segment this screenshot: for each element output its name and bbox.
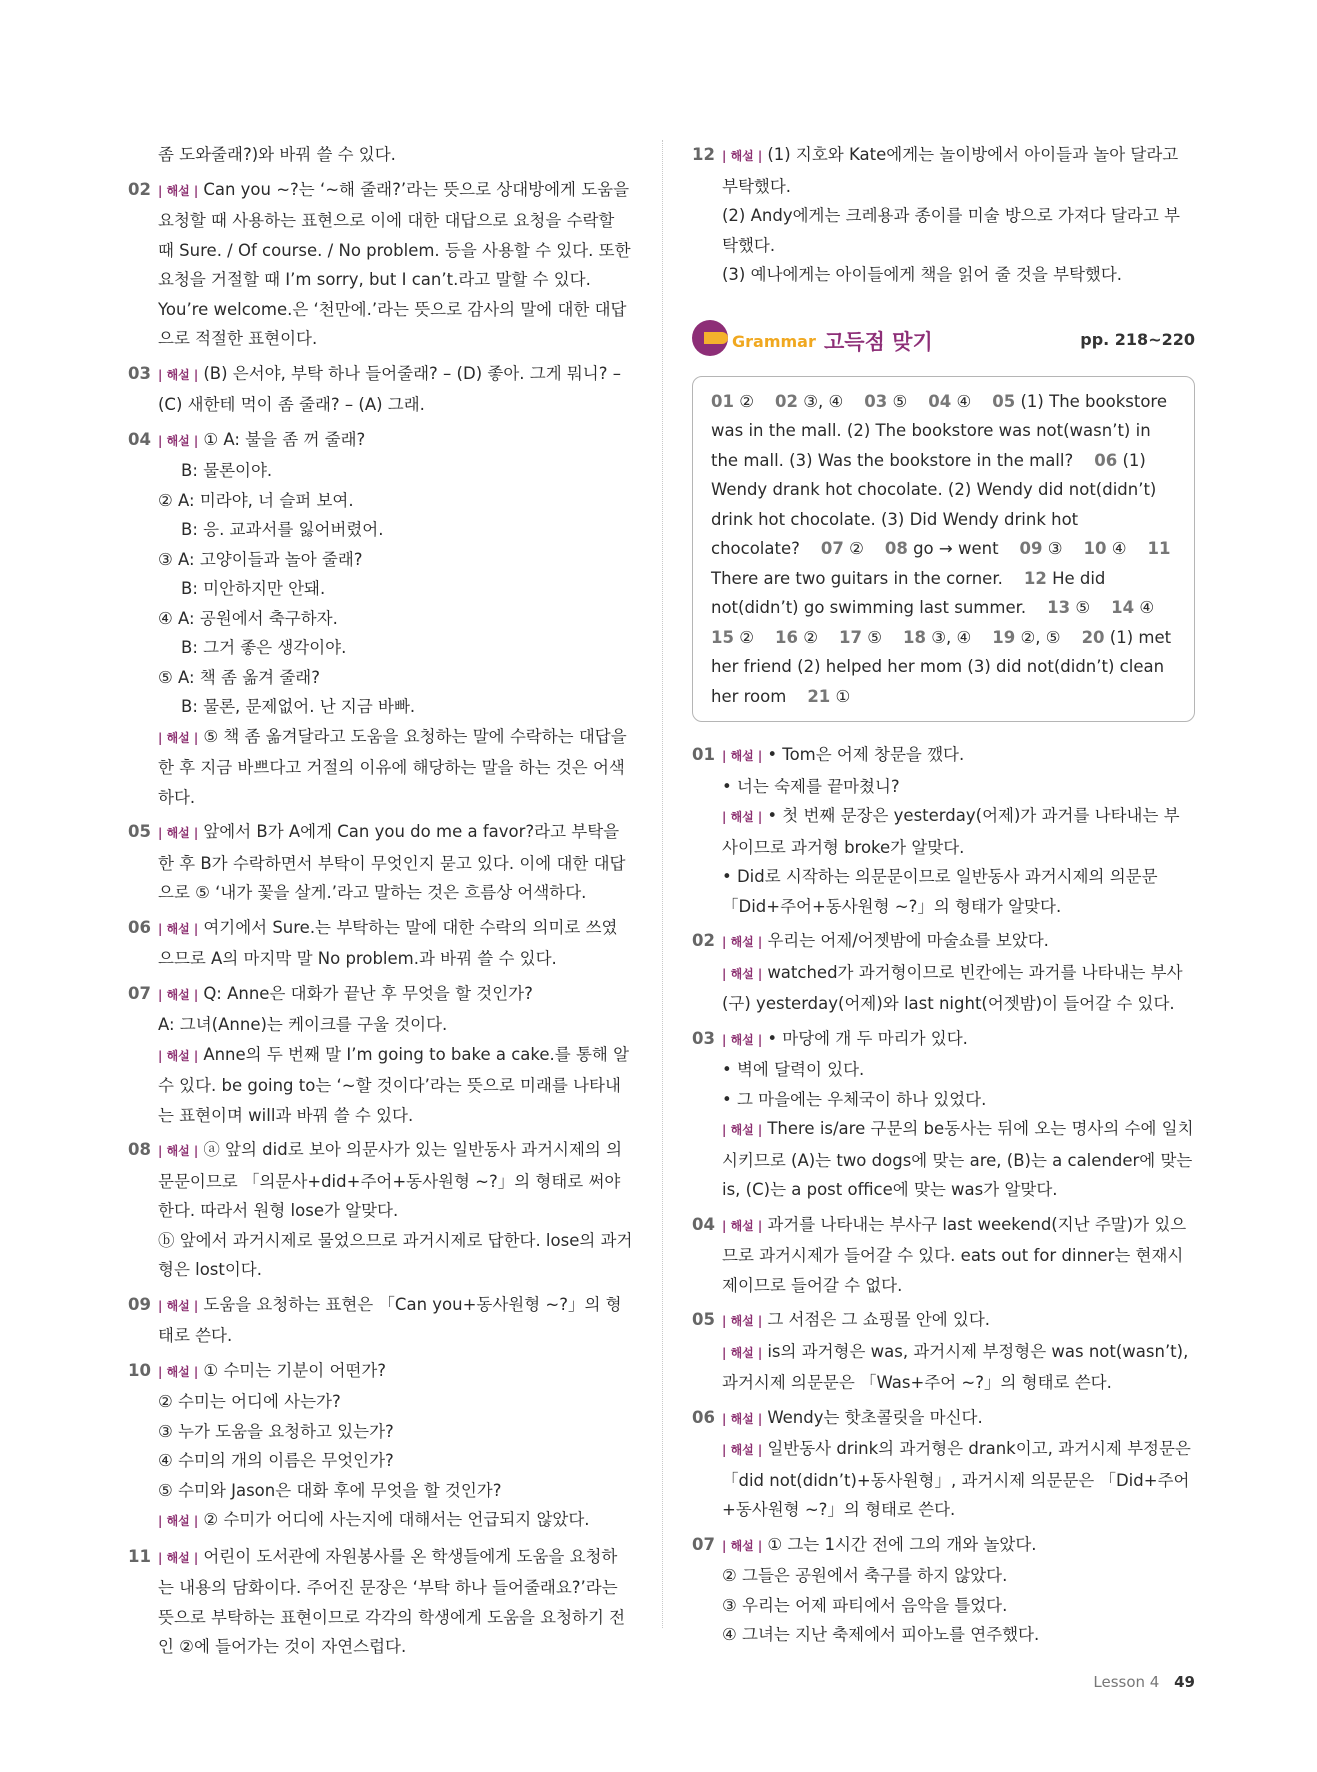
explanation-line	[158, 604, 633, 634]
answer-number: 18	[903, 627, 926, 647]
line-text: • 너는 숙제를 끝마쳤니?	[722, 776, 900, 796]
explanation-line	[158, 1387, 633, 1417]
explanation-line	[722, 201, 1195, 260]
item-number: 08	[128, 1140, 151, 1159]
line-text: ③ 우리는 어제 파티에서 음악을 틀었다.	[722, 1595, 1008, 1615]
answer-number: 14	[1111, 598, 1135, 617]
item-number: 04	[692, 1214, 715, 1234]
explanation-item	[128, 175, 633, 354]
explanation-tag: | 해설 |	[722, 1346, 762, 1360]
explanation-tag: | 해설 |	[158, 1365, 198, 1379]
answer-value: ③, ④	[931, 627, 972, 647]
explanation-tag: | 해설 |	[158, 434, 198, 448]
explanation-item	[692, 1305, 1195, 1398]
explanation-tag: | 해설 |	[722, 1539, 762, 1553]
explanation-tag: | 해설 |	[158, 1299, 198, 1313]
explanation-line	[158, 663, 633, 693]
item-body	[158, 425, 633, 813]
explanation-line	[158, 633, 633, 663]
page-number: 49	[1174, 1673, 1195, 1691]
answer-entry	[1111, 598, 1154, 617]
line-text: 우리는 어제/어젯밤에 마술쇼를 보았다.	[767, 931, 1049, 950]
explanation-line	[158, 515, 633, 545]
answer-number: 11	[1147, 539, 1171, 558]
explanation-line	[722, 1620, 1195, 1650]
explanation-line	[722, 1561, 1195, 1591]
answer-number: 20	[1081, 627, 1105, 647]
answer-value: There are two guitars in the corner.	[711, 568, 1003, 588]
answer-entry	[903, 628, 971, 647]
item-body	[722, 1530, 1195, 1650]
answer-entry	[1047, 598, 1090, 617]
line-text: (1) 지호와 Kate에게는 놀이방에서 아이들과 놀아 달라고 부탁했다.	[722, 145, 1179, 196]
line-text: B: 그거 좋은 생각이야.	[181, 638, 347, 657]
explanation-tag: | 해설 |	[722, 1219, 762, 1233]
answer-number: 19	[992, 627, 1016, 647]
line-text: • 그 마을에는 우체국이 하나 있었다.	[722, 1089, 987, 1109]
item-number: 02	[692, 931, 715, 950]
explanation-tag: | 해설 |	[158, 826, 198, 840]
explanation-tag: | 해설 |	[722, 1412, 762, 1426]
explanation-line	[722, 1337, 1195, 1398]
explanation-line	[158, 692, 633, 722]
answer-value: ④	[1139, 598, 1155, 617]
explanation-line	[722, 740, 1195, 772]
right-items	[692, 740, 1195, 1650]
line-text: Q: Anne은 대화가 끝난 후 무엇을 할 것인가?	[203, 983, 533, 1003]
explanation-tag: | 해설 |	[158, 1049, 198, 1063]
explanation-tag: | 해설 |	[722, 749, 762, 763]
item-body	[722, 1403, 1195, 1525]
answer-value: go → went	[913, 539, 999, 558]
answer-number: 06	[1094, 450, 1118, 470]
answer-value: ②, ⑤	[1020, 627, 1061, 647]
answer-value: ②	[739, 627, 755, 647]
answer-entry	[711, 628, 754, 647]
item-body	[158, 359, 633, 420]
answer-value: (1) The bookstore was in the mall. (2) The bookstore was not(wasn’t) in the mall. (3) Was the bookstore in the mall?	[711, 391, 1168, 470]
explanation-item	[692, 1024, 1195, 1205]
explanation-tag: | 해설 |	[158, 922, 198, 936]
line-text: A: 그녀(Anne)는 케이크를 구울 것이다.	[158, 1015, 448, 1034]
line-text: • 첫 번째 문장은 yesterday(어제)가 과거를 나타내는 부사이므로 과거형 broke가 알맞다.	[722, 806, 1180, 857]
explanation-item	[692, 1210, 1195, 1301]
item-body	[722, 140, 1195, 290]
answer-entry	[1084, 539, 1127, 558]
item-number: 12	[692, 145, 715, 164]
explanation-tag: | 해설 |	[722, 935, 762, 949]
explanation-line	[722, 801, 1195, 862]
item-body	[158, 1356, 633, 1537]
answer-value: He did not(didn’t) go swimming last summer.	[711, 568, 1106, 617]
line-text: Anne의 두 번째 말 I’m going to bake a cake.를 통해 알 수 있다. be going to는 ‘~할 것이다’라는 뜻으로 미래를 나타내는 표현이며 will과 바꿔 쓸 수 있다.	[158, 1044, 630, 1125]
answer-entry	[885, 539, 999, 558]
answer-value: ⑤	[892, 391, 908, 411]
explanation-item	[128, 359, 633, 420]
line-text: ⓑ 앞에서 과거시제로 물었으므로 과거시제로 답한다. lose의 과거형은 lost이다.	[158, 1230, 633, 1279]
item-number: 06	[128, 917, 151, 937]
line-text: ④ A: 공원에서 축구하자.	[158, 608, 338, 628]
answer-value: ⑤	[1075, 598, 1091, 617]
item-body	[722, 1024, 1195, 1205]
answer-value: ③, ④	[803, 391, 844, 411]
explanation-tag: | 해설 |	[158, 1144, 198, 1158]
line-text: (2) Andy에게는 크레용과 종이를 미술 방으로 가져다 달라고 부탁했다.	[722, 206, 1180, 255]
explanation-line	[158, 545, 633, 575]
explanation-line	[158, 1356, 633, 1388]
line-text: • Tom은 어제 창문을 깼다.	[767, 745, 965, 764]
answer-number: 02	[775, 391, 798, 411]
line-text: 여기에서 Sure.는 부탁하는 말에 대한 수락의 의미로 쓰였으므로 A의 마지막 말 No problem.과 바꿔 쓸 수 있다.	[158, 917, 618, 968]
line-text: 그 서점은 그 쇼핑몰 안에 있다.	[767, 1310, 991, 1329]
item-number: 07	[128, 983, 151, 1003]
explanation-line	[722, 1434, 1195, 1525]
answer-value: ④	[956, 391, 972, 411]
explanation-line	[158, 979, 633, 1011]
left-column	[128, 140, 633, 1667]
explanation-tag: | 해설 |	[722, 967, 762, 981]
explanation-tag: | 해설 |	[158, 184, 198, 198]
line-text: B: 응. 교과서를 잃어버렸어.	[181, 520, 384, 539]
answer-number: 03	[864, 391, 888, 411]
explanation-line	[722, 958, 1195, 1019]
item-body	[158, 140, 633, 170]
explanation-line	[722, 140, 1195, 201]
item-number: 10	[128, 1360, 151, 1380]
item-body	[722, 740, 1195, 921]
grammar-title: 고득점 맞기	[824, 329, 933, 354]
explanation-line	[722, 1403, 1195, 1435]
explanation-item	[128, 1135, 633, 1285]
explanation-line	[158, 1446, 633, 1476]
item-number: 04	[128, 429, 151, 449]
right-column	[692, 140, 1195, 1655]
line-text: ① 수미는 기분이 어떤가?	[203, 1360, 387, 1380]
line-text: (B) 은서야, 부탁 하나 들어줄래? – (D) 좋아. 그게 뭐니? – (C) 새한테 먹이 좀 줄래? – (A) 그래.	[158, 363, 622, 414]
answer-number: 08	[884, 539, 908, 558]
answer-entry	[928, 392, 971, 411]
item-number: 05	[692, 1310, 715, 1329]
line-text: ⓐ 앞의 did로 보아 의문사가 있는 일반동사 과거시제의 의문문이므로 「의문사+did+주어+동사원형 ~?」의 형태로 써야 한다. 따라서 원형 lose가 알맞다.	[158, 1140, 623, 1220]
item-body	[158, 1135, 633, 1285]
explanation-item	[692, 1403, 1195, 1525]
explanation-item	[128, 425, 633, 813]
explanation-line	[158, 1476, 633, 1506]
answer-number: 04	[928, 391, 952, 411]
answer-entry	[839, 628, 882, 647]
explanation-line	[722, 1305, 1195, 1337]
explanation-item	[692, 740, 1195, 921]
item-body	[722, 1305, 1195, 1398]
line-text: ① 그는 1시간 전에 그의 개와 놀았다.	[767, 1534, 1037, 1554]
item-number: 03	[692, 1028, 715, 1048]
line-text: ⑤ A: 책 좀 옮겨 줄래?	[158, 667, 320, 687]
item-number: 01	[692, 745, 715, 764]
explanation-item	[128, 140, 633, 170]
item-number: 02	[128, 179, 151, 199]
line-text: • 벽에 달력이 있다.	[722, 1060, 865, 1079]
grammar-brand: Grammar	[732, 331, 816, 351]
explanation-line	[722, 1591, 1195, 1621]
answer-value: ③	[1047, 539, 1063, 558]
answer-value: ⑤	[867, 627, 883, 647]
answer-number: 07	[820, 539, 844, 558]
explanation-line	[158, 175, 633, 354]
answer-value: ④	[1111, 539, 1127, 558]
item-body	[158, 979, 633, 1131]
line-text: ① A: 불을 좀 꺼 줄래?	[203, 429, 366, 449]
explanation-line	[722, 1530, 1195, 1562]
line-text: • Did로 시작하는 의문문이므로 일반동사 과거시제의 의문문 「Did+주어+동사원형 ~?」의 형태가 알맞다.	[722, 867, 1158, 916]
line-text: 좀 도와줄래?)와 바꿔 쓸 수 있다.	[158, 145, 396, 164]
answer-number: 05	[992, 391, 1016, 411]
answer-entry	[864, 392, 907, 411]
line-text: ⑤ 수미와 Jason은 대화 후에 무엇을 할 것인가?	[158, 1480, 502, 1500]
item-number	[128, 140, 158, 170]
line-text: (3) 예나에게는 아이들에게 책을 읽어 줄 것을 부탁했다.	[722, 265, 1123, 284]
answer-number: 13	[1047, 598, 1071, 617]
explanation-line	[158, 1226, 633, 1285]
explanation-line	[158, 574, 633, 604]
explanation-line	[722, 1210, 1195, 1301]
line-text: ⑤ 책 좀 옮겨달라고 도움을 요청하는 말에 수락하는 대답을 한 후 지금 바쁘다고 거절의 이유에 해당하는 말을 하는 것은 어색하다.	[158, 726, 627, 807]
explanation-line	[158, 817, 633, 908]
item-number: 07	[692, 1534, 715, 1554]
item-body	[722, 1210, 1195, 1301]
line-text: ④ 그녀는 지난 축제에서 피아노를 연주했다.	[722, 1625, 1040, 1644]
explanation-line	[722, 1114, 1195, 1205]
answer-number: 16	[775, 627, 798, 647]
line-text: is의 과거형은 was, 과거시제 부정형은 was not(wasn’t), 과거시제 의문문은 「Was+주어 ~?」의 형태로 쓴다.	[722, 1341, 1189, 1392]
lesson-label: Lesson 4	[1093, 1673, 1160, 1691]
line-text: 앞에서 B가 A에게 Can you do me a favor?라고 부탁을 한 후 B가 수락하면서 부탁이 무엇인지 묻고 있다. 이에 대한 대답으로 ⑤ ‘내가 꽃을 살게.’라고 말하는 것은 흐름상 어색하다.	[158, 822, 626, 902]
explanation-line	[158, 486, 633, 516]
item-body	[158, 817, 633, 908]
answer-value: (1) Wendy drank hot chocolate. (2) Wendy did not(didn’t) drink hot chocolate. (3) Did Wendy drink hot chocolate?	[711, 450, 1157, 558]
answer-key-box	[692, 376, 1195, 723]
explanation-item	[128, 1542, 633, 1662]
answer-entry	[711, 392, 754, 411]
explanation-tag: | 해설 |	[158, 1551, 198, 1565]
explanation-tag: | 해설 |	[722, 149, 762, 163]
line-text: • 마당에 개 두 마리가 있다.	[767, 1028, 968, 1048]
answer-number: 17	[839, 627, 862, 647]
explanation-line	[722, 862, 1195, 921]
answer-value: ②	[739, 391, 755, 411]
explanation-line	[158, 913, 633, 974]
explanation-tag: | 해설 |	[722, 1123, 762, 1137]
line-text: B: 미안하지만 안돼.	[181, 579, 326, 598]
line-text: B: 물론이야.	[181, 461, 273, 480]
explanation-line	[722, 1024, 1195, 1056]
answer-entry	[775, 392, 843, 411]
answer-value: ②	[849, 539, 864, 558]
explanation-tag: | 해설 |	[722, 1033, 762, 1047]
explanation-tag: | 해설 |	[158, 731, 198, 745]
line-text: ② A: 미라야, 너 슬퍼 보여.	[158, 490, 354, 510]
answer-entry	[807, 687, 850, 706]
explanation-line	[158, 140, 633, 170]
answer-number: 21	[807, 686, 831, 706]
line-text: ② 수미는 어디에 사는가?	[158, 1392, 341, 1411]
item-number: 03	[128, 363, 151, 383]
answer-value: ①	[835, 686, 851, 706]
item-body	[158, 1542, 633, 1662]
line-text: Can you ~?는 ‘~해 줄래?’라는 뜻으로 상대방에게 도움을 요청할 때 사용하는 표현으로 이에 대한 대답으로 요청을 수락할 때 Sure. / Of course. / No problem. 등을 사용할 수 있다. 또한 요청을 거절할 때 I’m sorry, but I can’t.라고 말할 수 있다. You’re welcome.은 ‘천만에.’라는 뜻으로 감사의 말에 대한 대답으로 적절한 표현이다.	[158, 179, 631, 348]
answer-number: 01	[711, 391, 734, 411]
page-footer	[1093, 1673, 1195, 1691]
answer-value: ②	[803, 627, 819, 647]
explanation-line	[722, 926, 1195, 958]
item-number: 09	[128, 1294, 151, 1314]
line-text: ② 그들은 공원에서 축구를 하지 않았다.	[722, 1566, 1008, 1585]
explanation-line	[158, 1135, 633, 1226]
explanation-line	[722, 772, 1195, 802]
line-text: 도움을 요청하는 표현은 「Can you+동사원형 ~?」의 형태로 쓴다.	[158, 1294, 622, 1345]
item-body	[158, 1290, 633, 1351]
line-text: ③ 누가 도움을 요청하고 있는가?	[158, 1421, 394, 1441]
explanation-line	[722, 1055, 1195, 1085]
explanation-line	[158, 722, 633, 813]
explanation-tag: | 해설 |	[158, 368, 198, 382]
line-text: watched가 과거형이므로 빈칸에는 과거를 나타내는 부사(구) yesterday(어제)와 last night(어젯밤)이 들어갈 수 있다.	[722, 962, 1183, 1013]
explanation-item	[128, 913, 633, 974]
explanation-item	[128, 979, 633, 1131]
line-text: ④ 수미의 개의 이름은 무엇인가?	[158, 1451, 394, 1470]
answer-number: 12	[1023, 568, 1047, 588]
answer-value: (1) met her friend (2) helped her mom (3) did not(didn’t) clean her room	[711, 627, 1172, 706]
explanation-item	[692, 1530, 1195, 1650]
explanation-line	[158, 1290, 633, 1351]
answer-number: 15	[711, 627, 734, 647]
explanation-tag: | 해설 |	[722, 810, 762, 824]
explanation-item	[128, 817, 633, 908]
explanation-item	[128, 1356, 633, 1537]
column-divider	[662, 140, 663, 1628]
explanation-item	[692, 926, 1195, 1019]
item-body	[158, 913, 633, 974]
line-text: 과거를 나타내는 부사구 last weekend(지난 주말)가 있으므로 과거시제가 들어갈 수 있다. eats out for dinner는 현재시제이므로 들어갈 수 없다.	[722, 1214, 1187, 1295]
item-body	[722, 926, 1195, 1019]
explanation-line	[158, 359, 633, 420]
explanation-line	[722, 260, 1195, 290]
line-text: 일반동사 drink의 과거형은 drank이고, 과거시제 부정문은 「did not(didn’t)+동사원형」, 과거시제 의문문은 「Did+주어+동사원형 ~?」의 형태로 쓴다.	[722, 1439, 1191, 1519]
grammar-logo-icon	[692, 320, 728, 356]
explanation-tag: | 해설 |	[158, 1514, 198, 1528]
grammar-section-header	[692, 312, 1195, 370]
explanation-line	[158, 1542, 633, 1662]
explanation-line	[158, 1010, 633, 1040]
item-number: 05	[128, 822, 151, 841]
explanation-line	[158, 1417, 633, 1447]
grammar-pages: pp. 218~220	[1080, 329, 1195, 349]
explanation-line	[158, 456, 633, 486]
line-text: Wendy는 핫초콜릿을 마신다.	[767, 1407, 983, 1427]
line-text: 어린이 도서관에 자원봉사를 온 학생들에게 도움을 요청하는 내용의 담화이다. 주어진 문장은 ‘부탁 하나 들어줄래요?’라는 뜻으로 부탁하는 표현이므로 각각의 학생에게 도움을 요청하기 전인 ②에 들어가는 것이 자연스럽다.	[158, 1546, 626, 1656]
explanation-item	[128, 1290, 633, 1351]
answer-entry	[821, 539, 864, 558]
explanation-line	[722, 1085, 1195, 1115]
line-text: B: 물론, 문제없어. 난 지금 바빠.	[181, 697, 416, 716]
explanation-item	[692, 140, 1195, 290]
line-text: ② 수미가 어디에 사는지에 대해서는 언급되지 않았다.	[203, 1510, 590, 1529]
line-text: There is/are 구문의 be동사는 뒤에 오는 명사의 수에 일치시키므로 (A)는 two dogs에 맞는 are, (B)는 a calender에 맞는 is, (C)는 a post office에 맞는 was가 알맞다.	[722, 1119, 1194, 1199]
item-number: 06	[692, 1407, 715, 1427]
item-body	[158, 175, 633, 354]
line-text: ③ A: 고양이들과 놀아 줄래?	[158, 549, 363, 569]
explanation-line	[158, 1040, 633, 1131]
right-top-items	[692, 140, 1195, 290]
answer-number: 10	[1083, 539, 1107, 558]
explanation-tag: | 해설 |	[158, 988, 198, 1002]
item-number: 11	[128, 1546, 151, 1566]
answer-number: 09	[1019, 539, 1043, 558]
explanation-tag: | 해설 |	[722, 1314, 762, 1328]
explanation-line	[158, 425, 633, 457]
explanation-tag: | 해설 |	[722, 1443, 762, 1457]
answer-entry	[1020, 539, 1063, 558]
answer-entry	[992, 628, 1060, 647]
explanation-line	[158, 1505, 633, 1537]
answer-entry	[775, 628, 818, 647]
